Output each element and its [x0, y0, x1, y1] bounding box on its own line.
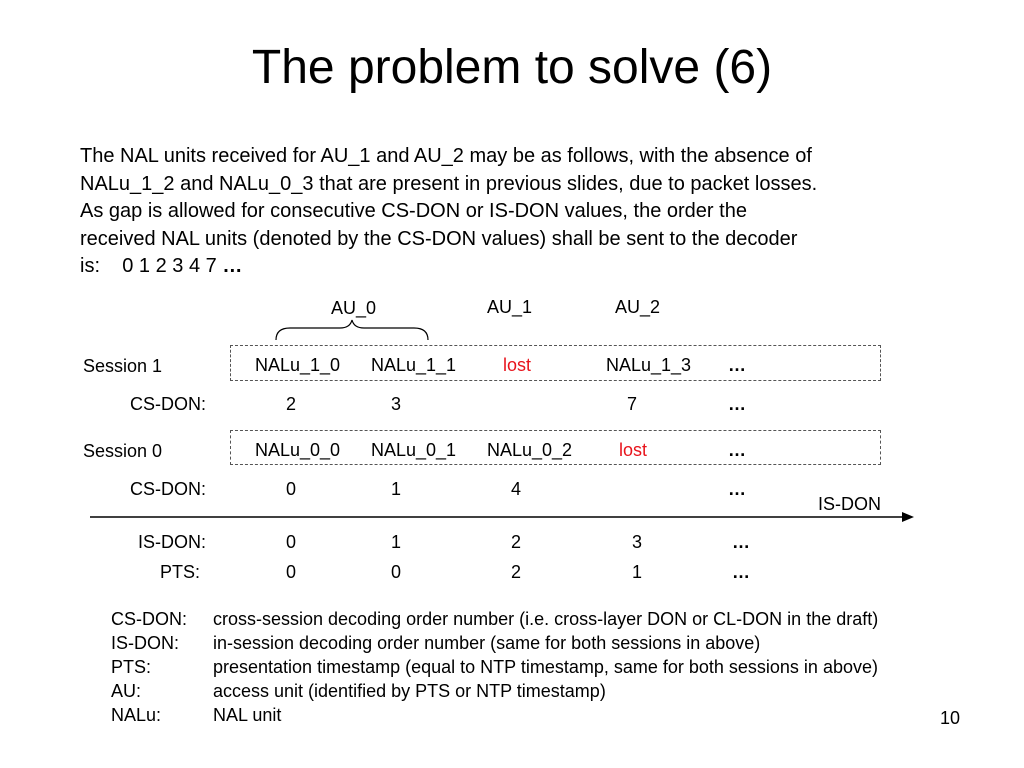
session1-csdon-value: 7	[627, 394, 638, 414]
isdon-ellipsis: …	[732, 532, 750, 552]
paragraph-line: As gap is allowed for consecutive CS-DON or IS-DON values, the order the	[80, 200, 747, 222]
session1-unit: NALu_1_0	[255, 355, 341, 375]
session1-csdon-label: CS-DON:	[130, 394, 206, 414]
page-number: 10	[939, 708, 960, 728]
legend-term: CS-DON:	[111, 609, 187, 629]
au-label-0: AU_0	[331, 298, 377, 318]
au-label-1: AU_1	[487, 297, 533, 317]
legend-row	[111, 703, 878, 727]
session1-ellipsis: …	[728, 355, 746, 375]
legend-term: PTS:	[111, 657, 152, 677]
au0-brace	[276, 320, 428, 340]
session0-label: Session 0	[83, 441, 163, 461]
session0-csdon-value: 1	[391, 479, 402, 499]
order-sequence: is: 0 1 2 3 4 7	[80, 255, 223, 277]
legend-desc: cross-session decoding order number (i.e. cross-layer DON or CL-DON in the draft)	[213, 609, 879, 629]
isdon-value: 0	[286, 532, 297, 552]
legend-row	[111, 679, 878, 703]
legend-row	[111, 655, 878, 679]
legend-term: IS-DON:	[111, 633, 180, 653]
pts-value: 1	[632, 562, 643, 582]
session1-lost: lost	[503, 355, 532, 375]
session1-label: Session 1	[83, 356, 163, 376]
session1-csdon-value: 2	[286, 394, 297, 414]
pts-value: 0	[286, 562, 297, 582]
isdon-row-label: IS-DON:	[138, 532, 207, 552]
legend-term: NALu:	[111, 705, 162, 725]
legend-desc: NAL unit	[213, 705, 282, 725]
legend-desc: in-session decoding order number (same for both sessions in above)	[213, 633, 761, 653]
pts-value: 2	[511, 562, 522, 582]
session1-unit: NALu_1_3	[606, 355, 692, 375]
session1-csdon-value: 3	[391, 394, 402, 414]
legend-term: AU:	[111, 681, 142, 701]
legend	[111, 607, 878, 727]
isdon-value: 1	[391, 532, 402, 552]
isdon-axis-label: IS-DON	[818, 494, 881, 514]
pts-row-label: PTS:	[160, 562, 201, 582]
legend-desc: presentation timestamp (equal to NTP timestamp, same for both sessions in above)	[213, 657, 878, 677]
order-ellipsis: …	[222, 255, 243, 277]
session0-lost: lost	[619, 440, 648, 460]
session0-csdon-ellipsis: …	[728, 479, 746, 499]
legend-row	[111, 631, 878, 655]
session0-csdon-value: 0	[286, 479, 297, 499]
au-label-2: AU_2	[615, 297, 661, 317]
session0-csdon-label: CS-DON:	[130, 479, 206, 499]
session1-csdon-ellipsis: …	[728, 394, 746, 414]
session0-unit: NALu_0_0	[255, 440, 341, 460]
session0-unit: NALu_0_1	[371, 440, 457, 460]
session1-unit: NALu_1_1	[371, 355, 457, 375]
isdon-value: 2	[511, 532, 522, 552]
pts-value: 0	[391, 562, 402, 582]
isdon-axis-arrowhead	[902, 512, 914, 522]
paragraph-line: NALu_1_2 and NALu_0_3 that are present in previous slides, due to packet losses.	[80, 172, 818, 195]
slide-title: The problem to solve (6)	[251, 41, 773, 94]
legend-desc: access unit (identified by PTS or NTP timestamp)	[213, 681, 606, 701]
legend-row	[111, 607, 878, 631]
session0-ellipsis: …	[728, 440, 746, 460]
paragraph-line: The NAL units received for AU_1 and AU_2 may be as follows, with the absence of	[80, 145, 812, 167]
session0-csdon-value: 4	[511, 479, 522, 499]
isdon-value: 3	[632, 532, 643, 552]
session0-unit: NALu_0_2	[487, 440, 573, 460]
pts-ellipsis: …	[732, 562, 750, 582]
paragraph-line: received NAL units (denoted by the CS-DON values) shall be sent to the decoder	[80, 227, 798, 250]
